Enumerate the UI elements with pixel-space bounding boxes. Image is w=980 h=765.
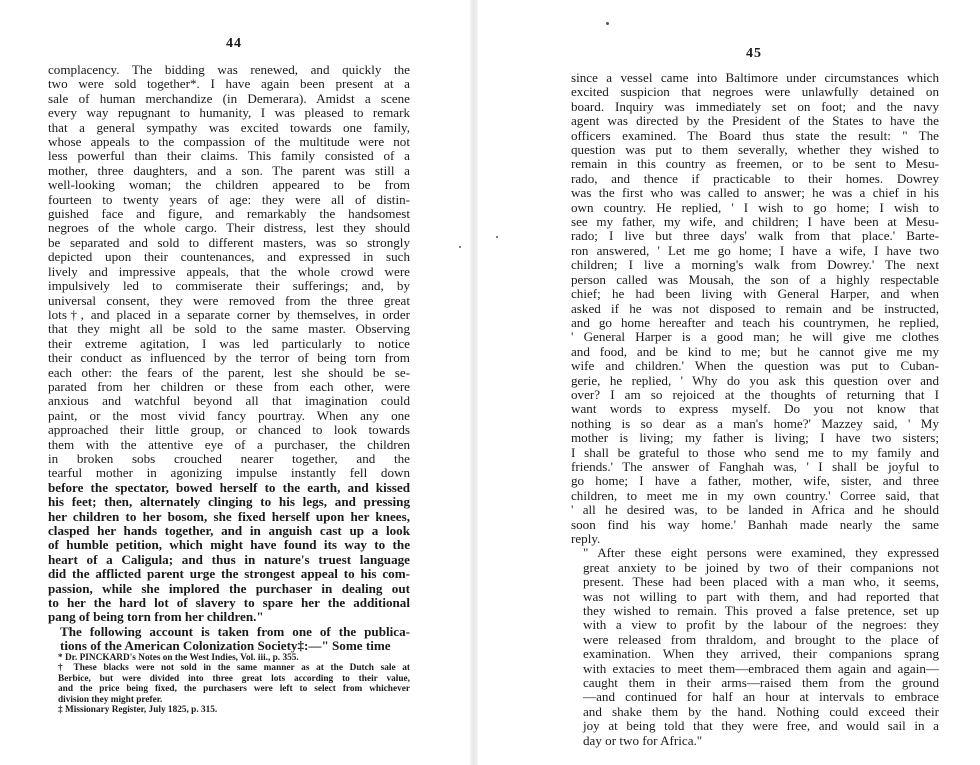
text-line: of humble petition, which might have found its way to the [48,537,410,553]
page-number: 44 [226,36,242,51]
text-line: soon find his way home.' Banhah made nearly the same [571,516,939,532]
text-line: friends.' The answer of Fanghah was, ' I shall be joyful to [571,458,939,474]
text-line: paint, or the most vivid fancy pourtray. When any one [48,407,410,423]
text-line: less powerful than their claims. This family consisted of a [48,148,410,164]
paragraph [571,71,939,546]
text-line: wife and children.' When the question was put to Cuban- [571,358,939,374]
text-line: —and continued for half an hour at intervals to embrace [583,689,939,705]
text-line: The following account is taken from one of the publica- [60,623,410,639]
text-line: with extacies to meet them—embraced them again and again— [583,660,939,676]
text-line: did the afflicted parent urge the strongest appeal to his com- [48,566,410,582]
text-line: caught them in their arms—raised them from the ground [583,675,939,691]
page-body [48,63,410,654]
text-line: chief; he had been living with General Harper, and when [571,286,939,302]
paragraph [571,546,939,748]
text-line: own country. He replied, ' I wish to go home; I wish to [571,199,939,215]
footnotes [48,653,410,715]
text-line: I shall be grateful to those who send me to my family and [571,444,939,460]
text-line: in broken sobs crouched nearer together, and the [48,450,410,466]
text-line: officers examined. The Board thus state the result: " The [571,127,939,143]
text-line: nothing is so dear as a man's home?' Mazzey said, ' My [571,415,939,431]
text-line: present. These had been placed with a man who, it seems, [583,574,939,590]
text-line: ron answered, ' Let me go home; I have a wife, I have two [571,242,939,258]
left-page [0,0,470,765]
text-line: lots†, and placed in a separate corner by themselves, in order [48,306,410,322]
text-line: their extreme agitation, I was led particularly to notice [48,335,410,351]
text-line: great anxiety to be joined by two of their companions not [583,559,939,575]
text-line: to her the hard lot of slavery to spare her the additional [48,595,410,611]
text-line: reply. [571,531,601,546]
text-line: ' General Harper is a good man; he will give me clothes [571,329,939,345]
text-line: well-looking woman; the children appeared to be from [48,177,410,193]
paragraph [48,625,410,654]
text-line: excited suspicion that negroes were unlawfully detained on [571,84,939,100]
text-line: tions of the American Colonization Society‡:—" Some time [60,638,391,654]
text-line: gerie, he replied, ' Why do you ask this question over and [571,372,939,388]
text-line: rado, and thence if practicable to their homes. Dowrey [571,170,939,186]
text-line: they wished to remain. This proved a false pretence, set up [583,603,939,619]
text-line: impulsively led to commiserate their sufferings; and, by [48,278,410,294]
text-line: with a view to profit by the labour of the negroes: they [583,617,939,633]
text-line: clasped her hands together, and in anguish cast up a look [48,523,410,538]
scan-speck [459,246,461,248]
text-line: sale of human merchandize (in Demerara). Amidst a scene [48,90,410,106]
text-line: rado; I live but three days' walk from that place.' Barte- [571,228,939,244]
text-line: remain in this country as freemen, or to be sent to Mesu- [571,156,939,172]
text-line: were released from thraldom, and brought to the place of [583,631,939,647]
text-line: asked if he was not disposed to remain and be instructed, [571,300,939,316]
right-page [478,0,980,765]
text-line: parated from her children or these from each other, were [48,378,410,394]
text-line: her children to her bosom, she fixed herself upon her knees, [48,508,410,524]
text-line: and food, and be kind to me; but he cannot give me my [571,343,939,359]
text-line: since a vessel came into Baltimore under circumstances which [571,70,939,85]
text-line: children, to meet me in my own country.' Corree said, that [571,487,939,503]
text-line: over? I am so rejoiced at the thoughts of returning that I [571,386,939,402]
page-number: 45 [746,46,762,61]
page-body [571,71,939,748]
paragraph [48,63,410,625]
text-line: and go home hereafter and teach his countrymen, he replied, [571,314,939,330]
text-line: day or two for Africa." [583,732,703,748]
footnote-line: Berbice, but were divided into three great lots according to their value, [58,673,410,684]
text-line: complacency. The bidding was renewed, and quickly the [48,62,410,77]
text-line: whose appeals to the compassion of the multitude were not [48,134,410,150]
text-line: board. Inquiry was immediately set on foot; and the navy [571,98,939,114]
text-line: joy at being told that they were free, and would sail in a [583,718,939,734]
footnote [48,705,410,715]
text-line: and shake them by the hand. Nothing could exceed their [583,703,939,719]
text-line: see my father, my wife, and children; I have been at Mesu- [571,214,939,230]
text-line: fourteen to twenty years of age: they were all of distin- [48,191,410,207]
text-line: that a general sympathy was excited towards one family, [48,119,410,135]
text-line: examination. When they arrived, their companions sprang [583,646,939,662]
text-line: two were sold together*. I have again been present at a [48,76,410,92]
text-line: be separated and sold to different masters, was so strongly [48,234,410,250]
text-line: children; I live a morning's walk from Dowrey.' The next [571,257,939,273]
footnote-line: division they might prefer. [58,694,163,705]
scan-speck [496,236,498,238]
text-line: mother is living; my father is living; I have two sisters; [571,430,939,446]
text-line: universal consent, they were removed from the three great [48,292,410,308]
text-line: was not willing to part with them, and had reported that [583,588,939,604]
text-line: question was put to them severally, whether they wished to [571,142,939,158]
text-line: tearful mother in agonizing impulse instantly fell down [48,465,410,481]
footnote-line: and the price being fixed, the purchasers were left to select from whichever [58,684,410,695]
text-line: anxious and watchful beyond all that imagination could [48,393,410,409]
footnote [48,663,410,705]
text-line: mother, three daughters, and a son. The parent was still a [48,162,410,178]
text-line: that they might all be sold to the same master. Observing [48,321,410,337]
text-line: depicted upon their countenances, and expressed in such [48,249,410,265]
footnote-line: ‡ Missionary Register, July 1825, p. 315. [58,705,218,716]
text-line: pang of being torn from her children." [48,609,264,625]
footnote-line: * Dr. PINCKARD's Notes on the West Indies, Vol. iii., p. 355. [58,653,299,663]
text-line: lively and impressive appeals, that the whole crowd were [48,263,410,279]
text-line: them with the attentive eye of a purchaser, the children [48,436,410,452]
text-line: each other: the fears of the parent, lest she should be se- [48,364,410,380]
text-line: go home; I have a father, mother, wife, sister, and three [571,473,939,489]
text-line: guished face and figure, and remarkably the handsomest [48,206,410,222]
text-line: their conduct as influenced by the terror of being torn from [48,350,410,366]
text-line: approached their little group, or chanced to look towards [48,422,410,438]
text-line: his feet; then, alternately clinging to his legs, and pressing [48,494,410,510]
text-line: " After these eight persons were examined, they expressed [583,545,939,561]
text-line: agent was directed by the President of the States to have the [571,113,939,129]
text-line: passion, while she implored the purchaser in dealing out [48,580,410,596]
text-line: before the spectator, bowed herself to the earth, and kissed [48,479,410,495]
footnote [48,653,410,663]
text-line: heart of a Caligula; and thus in nature's truest language [48,551,410,567]
text-line: every way repugnant to humanity, I was pleased to remark [48,105,410,121]
text-line: negroes of the whole cargo. Their distress, lest they should [48,220,410,236]
text-line: want words to express myself. Do you not know that [571,401,939,417]
text-line: was the first who was called to answer; he was a chief in his [571,185,939,201]
text-line: ' all he desired was, to be landed in Africa and he should [571,502,939,518]
footnote-line: † These blacks were not sold in the same manner as at the Dutch sale at [58,663,410,674]
scan-speck [606,22,609,25]
book-gutter [470,0,478,765]
text-line: person called was Mousah, the son of a highly respectable [571,271,939,287]
